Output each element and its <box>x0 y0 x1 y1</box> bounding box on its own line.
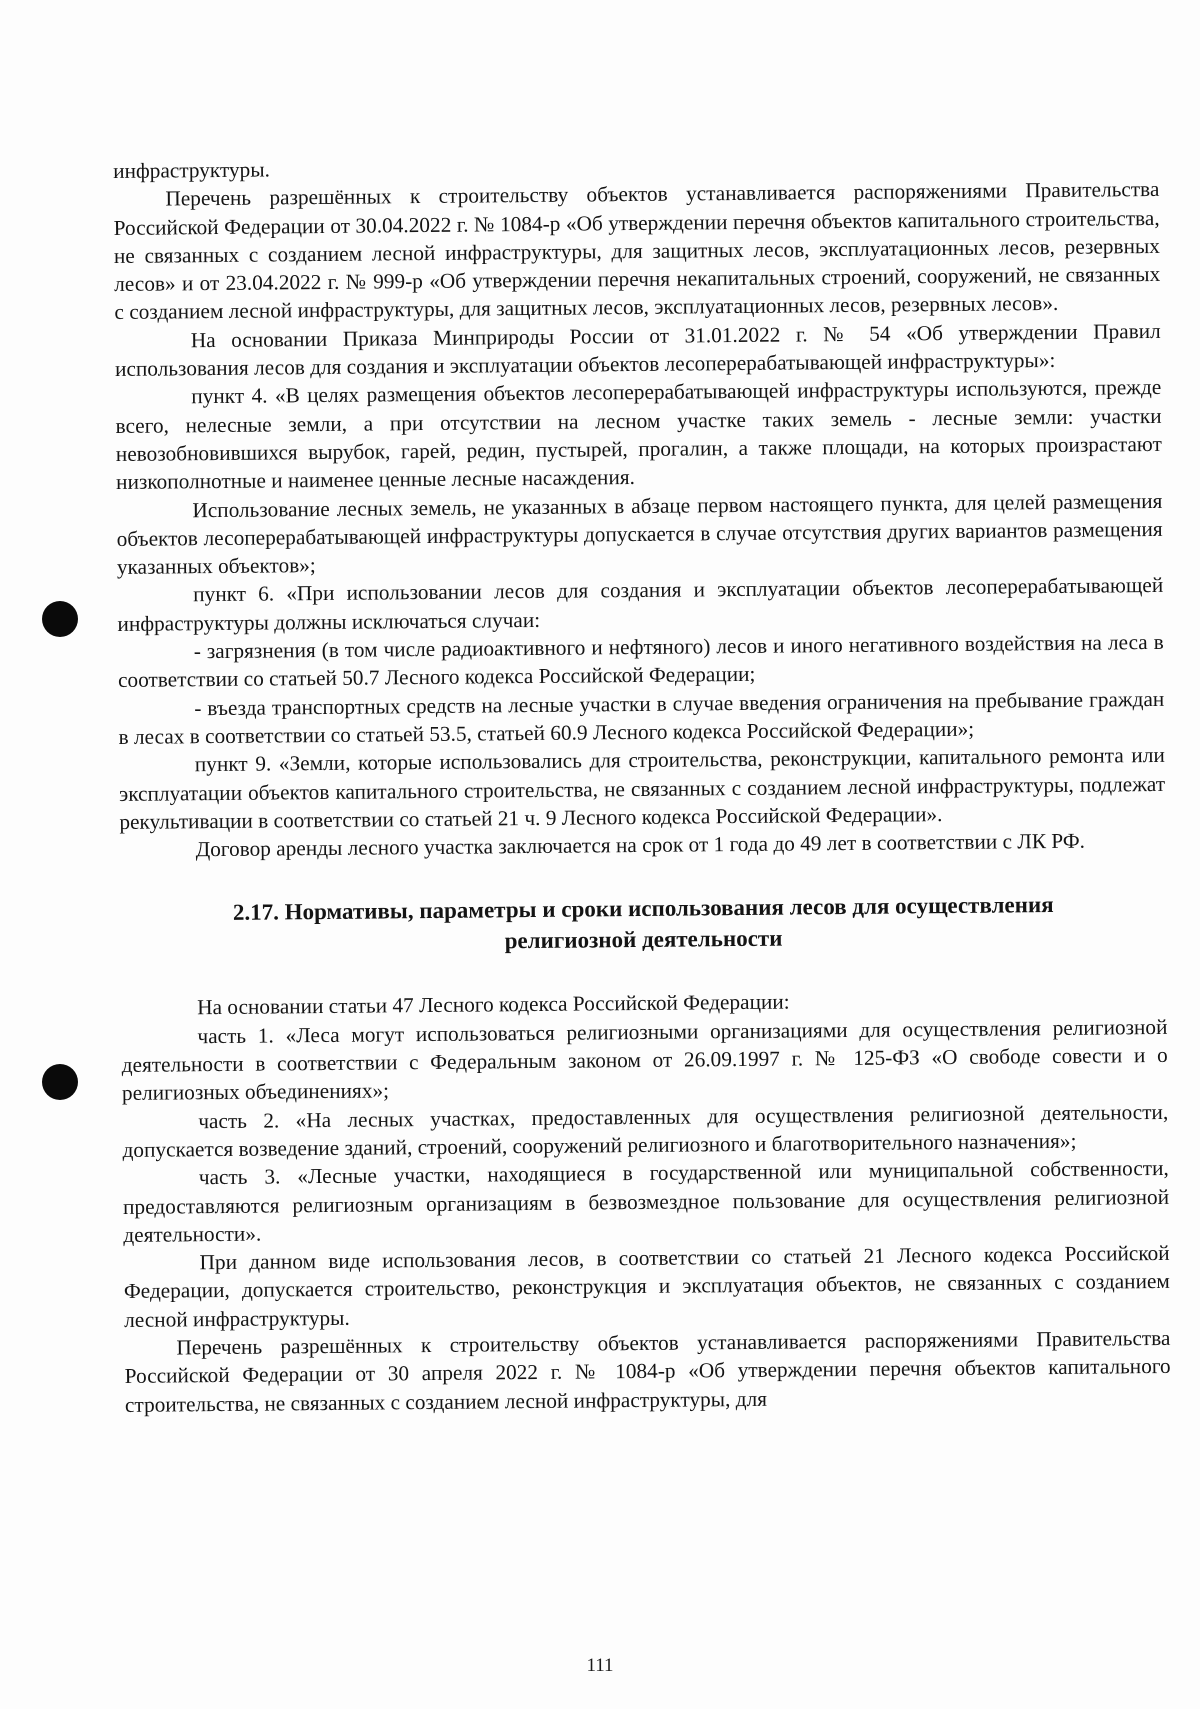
paragraph-order-basis: На основании Приказа Минприроды России от 31.01.2022 г. № 54 «Об утверждении Правил использования лесов для создания и эксплуатации объектов лесоперерабатывающей инфраструктуры»: <box>114 318 1161 382</box>
paragraph-lease-term: Договор аренды лесного участка заключается на срок от 1 года до 49 лет в соответствии с ЛК РФ. <box>195 828 1086 862</box>
section-heading-line-2: религиозной деятельности <box>504 926 783 954</box>
paragraph-construction-allowed: При данном виде использования лесов, в соответствии со статьей 21 Лесного кодекса Российской Федерации, допускается строительство, реконструкция и эксплуатация объектов, не связанных с созданием лесной инфраструктуры. <box>123 1241 1170 1332</box>
section-heading <box>120 888 1167 960</box>
paragraph-item-4-usage: Использование лесных земель, не указанных в абзаце первом настоящего пункта, для целей размещения объектов лесоперерабатывающей инфраструктуры допускается в случае отсутствия других вариантов размещения указанных объектов»; <box>116 488 1163 580</box>
paragraph-item-6-vehicles: - въезда транспортных средств на лесные участки в случае введения ограничения на пребывание граждан в лесах в соответствии со статьей 53.5, статьей 60.9 Лесного кодекса Российской Федерации»; <box>118 686 1165 749</box>
paragraph-part-3: часть 3. «Лесные участки, находящиеся в государственной или муниципальной собственности, предоставляются религиозным организациям в безвозмездное пользование для осуществления религиозной деятельности». <box>122 1156 1170 1247</box>
paragraph-article-47: На основании статьи 47 Лесного кодекса Российской Федерации: <box>197 989 790 1020</box>
paragraph-permitted-objects: Перечень разрешённых к строительству объектов устанавливается распоряжениями Правительства Российской Федерации от 30.04.2022 г. № 1084-р «Об утверждении перечня объектов капитального строительства, не связанных с созданием лесной инфраструктуры, для защитных лесов, эксплуатационных лесов, резервных лесов» и от 23.04.2022 г. № 999-р «Об утверждении перечня некапитальных строений, сооружений, не связанных с созданием лесной инфраструктуры, для защитных лесов, эксплуатационных лесов, резервных лесов». <box>113 177 1161 325</box>
punch-hole-bottom <box>42 1064 78 1100</box>
section-heading-line-1: 2.17. Нормативы, параметры и сроки использования лесов для осуществления <box>232 892 1054 926</box>
page-number: 111 <box>586 1655 614 1676</box>
paragraph-item-6: пункт 6. «При использовании лесов для создания и эксплуатации объектов лесоперерабатывающей инфраструктуры должны исключаться случаи: <box>117 573 1164 636</box>
paragraph-item-6-pollution: - загрязнения (в том числе радиоактивного и нефтяного) лесов и иного негативного воздействия на леса в соответствии со статьей 50.7 Лесного кодекса Российской Федерации; <box>117 629 1164 693</box>
page-body <box>113 147 1171 1419</box>
paragraph-part-1: часть 1. «Леса могут использоваться религиозными организациями для осуществления религиозной деятельности в соответствии с Федеральным законом от 26.09.1997 г. № 125-ФЗ «О свободе совести и о религиозных объединениях»; <box>121 1014 1168 1106</box>
paragraph-item-4: пункт 4. «В целях размещения объектов лесоперерабатывающей инфраструктуры используются, прежде всего, нелесные земли, а при отсутствии на лесном участке таких земель - лесные земли: участки невозобновившихся вырубок, гарей, редин, пустырей, прогалин, а также площади, на которых произрастают низкополнотные и наименее ценные лесные насаждения. <box>115 375 1162 495</box>
paragraph-permitted-objects-2: Перечень разрешённых к строительству объектов устанавливается распоряжениями Правительства Российской Федерации от 30 апреля 2022 г. № 1084-р «Об утверждении перечня объектов капитального строительства, не связанных с созданием лесной инфраструктуры, для <box>124 1325 1171 1417</box>
paragraph-part-2: часть 2. «На лесных участках, предоставленных для осуществления религиозной деятельности, допускается возведение зданий, строений, сооружений религиозного и благотворительного назначения»; <box>122 1099 1169 1162</box>
paragraph-continuation: инфраструктуры. <box>113 157 271 183</box>
paragraph-item-9: пункт 9. «Земли, которые использовались для строительства, реконструкции, капитального ремонта или эксплуатации объектов капитального строительства, не связанных с созданием лесной инфраструктуры, подлежат рекультивации в соответствии со статьей 21 ч. 9 Лесного кодекса Российской Федерации». <box>118 743 1166 834</box>
punch-hole-top <box>42 601 78 637</box>
